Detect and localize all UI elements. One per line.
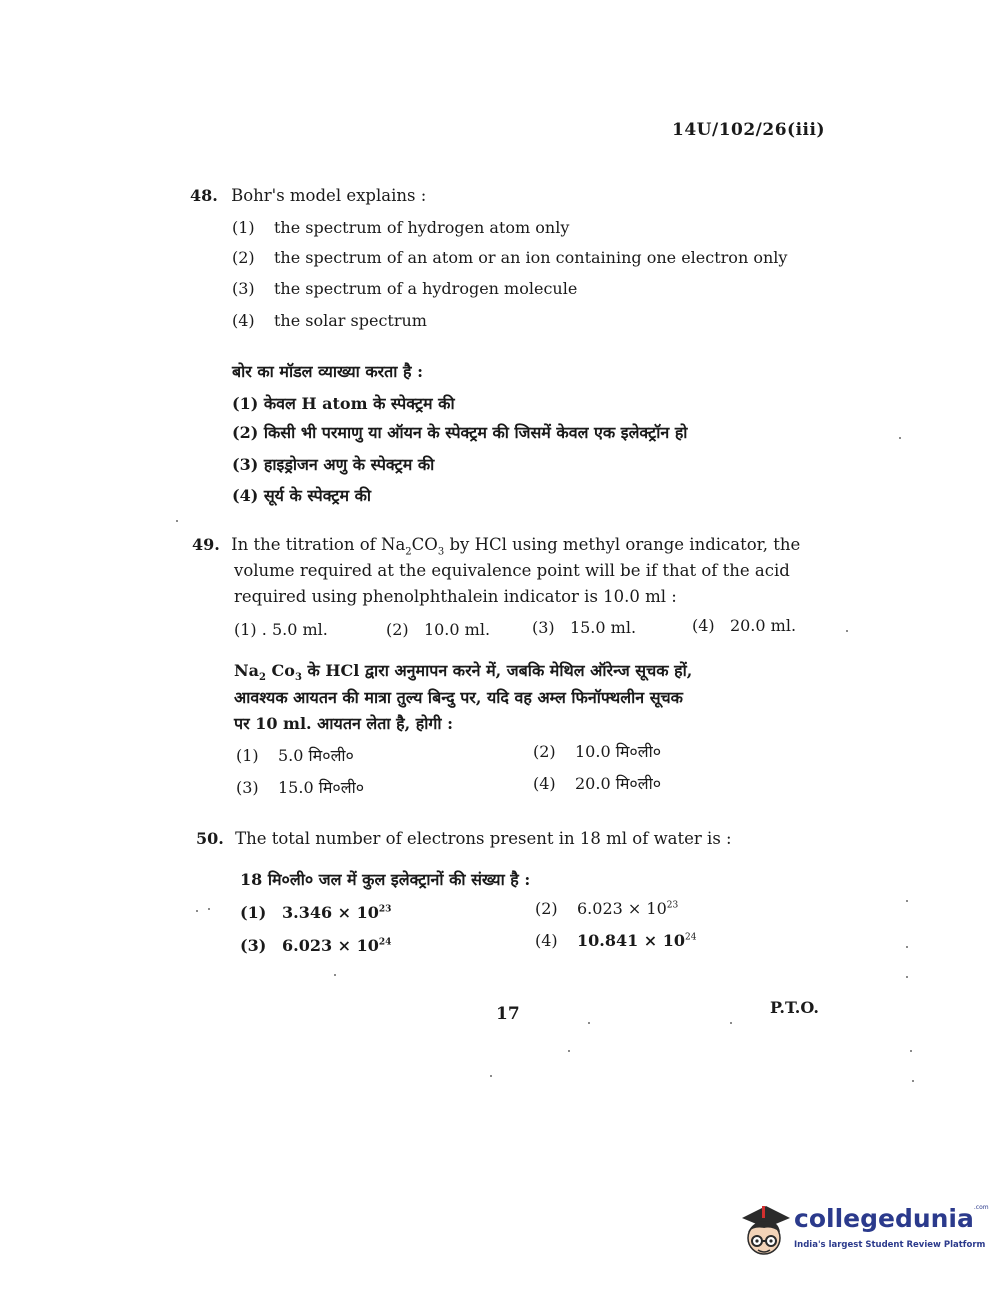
hindi-question-text: $Na_2$ $Co_3$ के HCl द्वारा अनुमापन करने में, जबकि मेथिल ऑरेन्ज सूचक हों, [234,661,693,684]
scan-speck [208,908,210,910]
option: (1) the spectrum of hydrogen atom only [232,218,570,237]
scan-speck [334,974,336,976]
option: (4) 20.0 ml. [692,616,797,635]
question-stem [190,186,426,205]
collegedunia-logo [736,1198,989,1264]
hindi-option: (4) सूर्य के स्पेक्ट्रम की [232,486,372,505]
hindi-option: (3) हाइड्रोजन अणु के स्पेक्ट्रम की [232,455,435,474]
question-text: required using phenolphthalein indicator is 10.0 ml : [234,587,677,606]
scan-speck [912,1080,914,1082]
pto-label: P.T.O. [770,998,819,1017]
question-number: 48. [190,186,218,205]
scan-speck [490,1075,492,1077]
option: (1) . 5.0 ml. [234,620,328,639]
option: (4) $10.841 \times 10^{24}$ [535,931,697,950]
scan-speck [910,1050,912,1052]
question-stem: 50. The total number of electrons present in 18 ml of water is : [196,829,732,848]
scan-speck [906,976,908,978]
hindi-question-text: 18 मि०ली० जल में कुल इलेक्ट्रानों की संख्या है : [240,870,531,889]
hindi-question-text: पर 10 ml. आयतन लेता है, होगी : [234,714,453,733]
hindi-option: (1) 5.0 मि०ली० [236,746,354,765]
scan-speck [906,900,908,902]
option: (2) 10.0 ml. [386,620,491,639]
question-stem: 49. In the titration of $Na_2CO_3$ by HCl using methyl orange indicator, the [192,535,801,558]
mascot-icon [736,1198,792,1264]
scan-speck [196,910,198,912]
option: (2) the spectrum of an atom or an ion containing one electron only [232,248,788,267]
scan-speck [906,946,908,948]
hindi-question-text: आवश्यक आयतन की मात्रा तुल्य बिन्दु पर, यदि वह अम्ल फिनॉफ्थलीन सूचक [234,688,683,707]
logo-tagline: India's largest Student Review Platform [794,1240,986,1250]
option: (2) $6.023 \times 10^{23}$ [535,899,679,918]
scan-speck [899,437,901,439]
hindi-question-text: बोर का मॉडल व्याख्या करता है : [232,362,423,381]
page-number: 17 [496,1004,520,1024]
hindi-option: (1) केवल H atom के स्पेक्ट्रम की [232,394,455,413]
question-text: volume required at the equivalence point will be if that of the acid [234,561,790,580]
option: (3) $6.023 \times 10^{24}$ [240,936,392,955]
logo-wordmark: collegedunia$^{.com}$ [794,1204,989,1233]
question-text: Bohr's model explains : [231,186,427,205]
scan-speck [588,1022,590,1024]
scan-speck [176,520,178,522]
hindi-option: (2) 10.0 मि०ली० [533,742,662,761]
scan-speck [846,630,848,632]
scan-speck [568,1050,570,1052]
option: (1) $3.346 \times 10^{23}$ [240,903,392,922]
hindi-option: (3) 15.0 मि०ली० [236,778,365,797]
hindi-option: (2) किसी भी परमाणु या ऑयन के स्पेक्ट्रम की जिसमें केवल एक इलेक्ट्रॉन हो [232,423,688,442]
scan-speck [730,1022,732,1024]
option: (3) 15.0 ml. [532,618,637,637]
option: (3) the spectrum of a hydrogen molecule [232,279,578,298]
hindi-option: (4) 20.0 मि०ली० [533,774,662,793]
option: (4) the solar spectrum [232,311,427,330]
paper-code: 14U/102/26(iii) [672,120,826,140]
